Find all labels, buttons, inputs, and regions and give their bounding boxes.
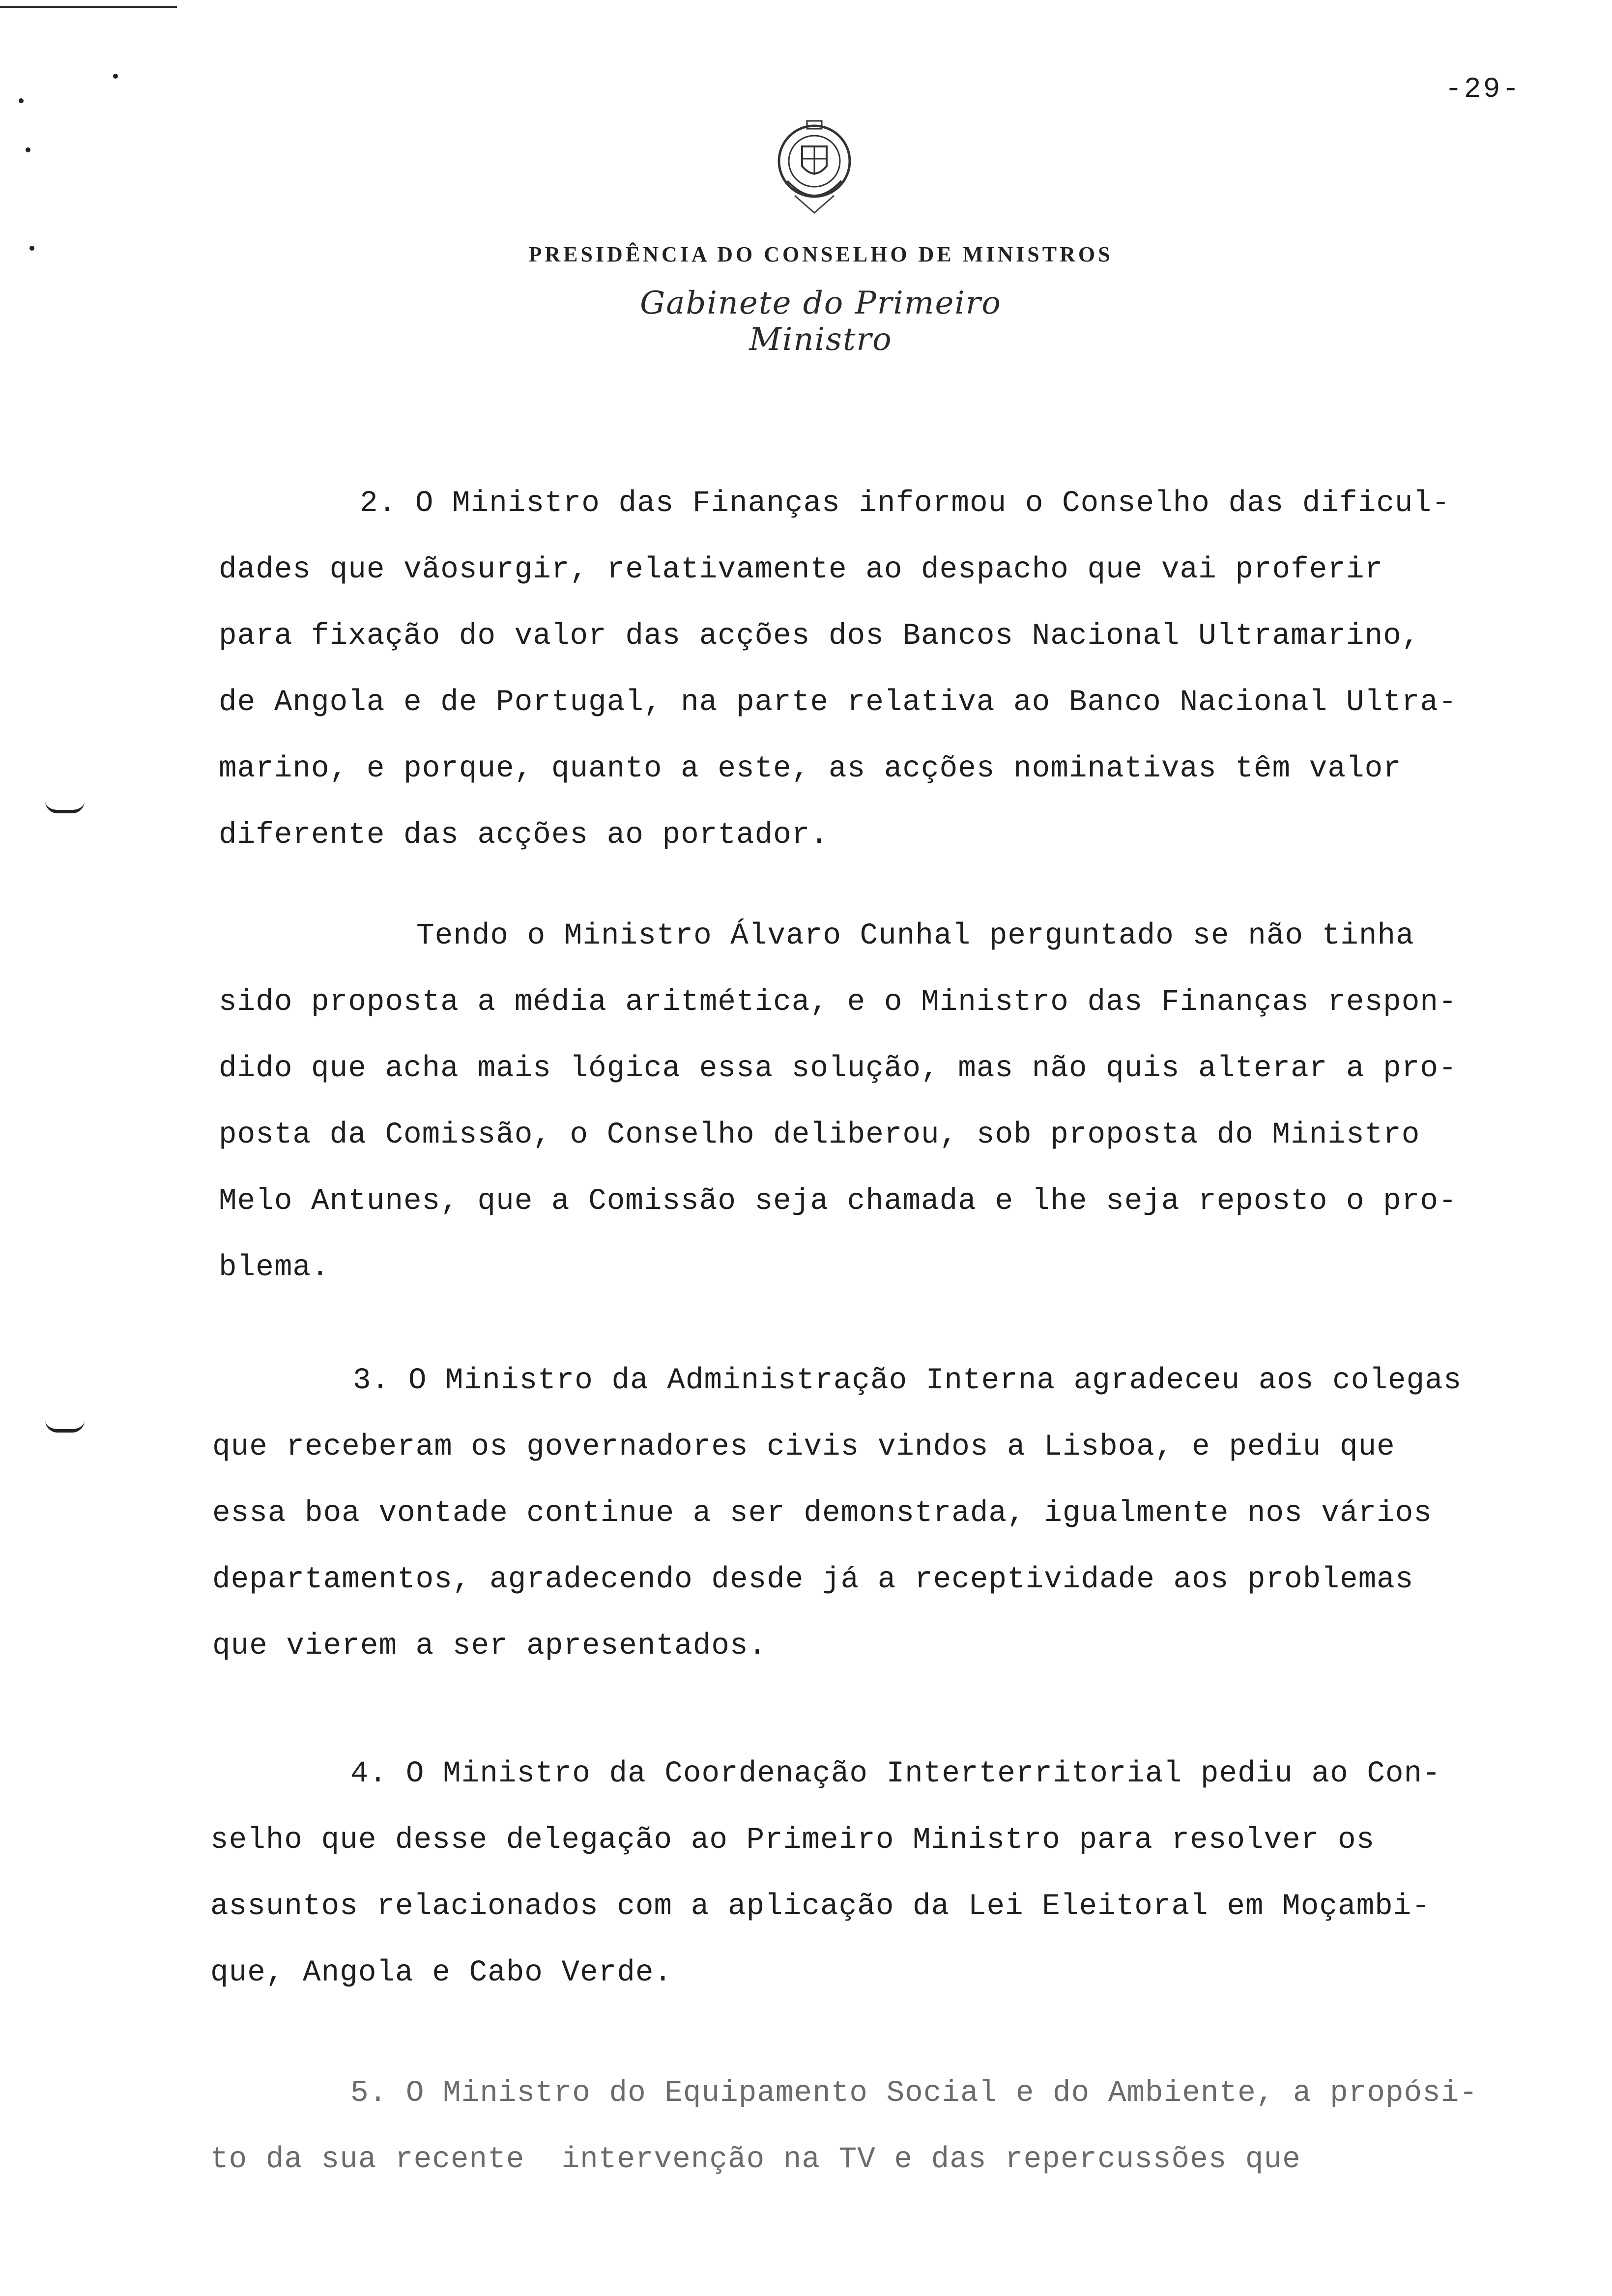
paragraph-line: 2. O Ministro das Finanças informou o Conselho das dificul- [360,487,1450,520]
margin-dot [19,98,24,103]
margin-dot [26,147,30,152]
paragraph-line: assuntos relacionados com a aplicação da Lei Eleitoral em Moçambi- [210,1890,1430,1923]
paragraph-line: 4. O Ministro da Coordenação Interterritorial pediu ao Con- [350,1757,1441,1791]
paragraph-line: marino, e porque, quanto a este, as acções nominativas têm valor [219,752,1402,786]
paragraph-line: 5. O Ministro do Equipamento Social e do Ambiente, a propósi- [350,2076,1478,2110]
letterhead-title: PRESIDÊNCIA DO CONSELHO DE MINISTROS [528,242,1113,266]
binder-hole-mark [45,801,85,813]
paragraph-line: para fixação do valor das acções dos Bancos Nacional Ultramarino, [219,619,1420,653]
paragraph-line: que receberam os governadores civis vindos a Lisboa, e pediu que [212,1430,1395,1464]
paragraph-line: dades que vãosurgir, relativamente ao despacho que vai proferir [219,553,1383,587]
scan-top-rule [0,6,177,8]
paragraph-line: posta da Comissão, o Conselho deliberou, sob proposta do Ministro [219,1118,1420,1152]
coat-of-arms-icon [758,112,871,225]
binder-hole-mark [45,1420,85,1433]
paragraph-line: que vierem a ser apresentados. [212,1629,767,1663]
paragraph-line: que, Angola e Cabo Verde. [210,1956,673,1990]
page-number: -29- [1445,74,1522,106]
letterhead-subtitle: Gabinete do Primeiro Ministro [640,285,1002,358]
margin-dot [113,74,118,79]
paragraph-line: diferente das acções ao portador. [219,818,829,852]
paragraph-line: sido proposta a média aritmética, e o Ministro das Finanças respon- [219,985,1457,1019]
paragraph-line: Tendo o Ministro Álvaro Cunhal perguntado se não tinha [416,919,1414,953]
paragraph-line: blema. [219,1251,330,1285]
paragraph-line: selho que desse delegação ao Primeiro Ministro para resolver os [210,1823,1375,1857]
paragraph-line: dido que acha mais lógica essa solução, mas não quis alterar a pro- [219,1052,1457,1086]
paragraph-line: essa boa vontade continue a ser demonstrada, igualmente nos vários [212,1496,1432,1530]
paragraph-line: 3. O Ministro da Administração Interna agradeceu aos colegas [353,1364,1462,1398]
paragraph-line: departamentos, agradecendo desde já a receptividade aos problemas [212,1563,1414,1597]
paragraph-line: de Angola e de Portugal, na parte relativa ao Banco Nacional Ultra- [219,686,1457,719]
margin-dot [29,246,34,251]
paragraph-line: Melo Antunes, que a Comissão seja chamada e lhe seja reposto o pro- [219,1184,1457,1218]
paragraph-line: to da sua recente intervenção na TV e das repercussões que [210,2143,1301,2177]
